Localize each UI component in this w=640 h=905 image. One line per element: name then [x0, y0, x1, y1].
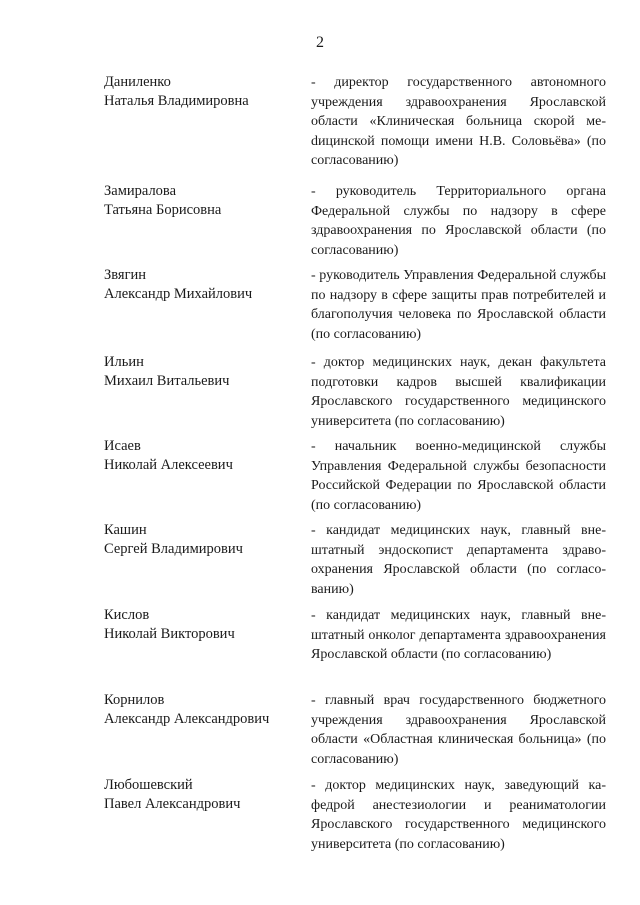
member-given-names: Александр Михайлович — [104, 286, 253, 302]
member-entry — [0, 353, 640, 439]
member-entry — [0, 266, 640, 352]
member-surname: Кашин — [104, 522, 147, 538]
member-entry — [0, 73, 640, 168]
member-entry — [0, 691, 640, 777]
member-surname: Ильин — [104, 354, 144, 370]
member-name — [104, 353, 304, 391]
member-name — [104, 691, 304, 729]
member-given-names: Николай Алексеевич — [104, 457, 233, 473]
member-surname: Любошевский — [104, 777, 193, 793]
member-surname: Звягин — [104, 267, 147, 283]
member-name — [104, 73, 304, 111]
page-number: 2 — [316, 34, 324, 51]
member-entry — [0, 606, 640, 692]
member-given-names: Николай Викторович — [104, 626, 235, 642]
member-position: - кандидат медицинских наук, главный внештатный эндоскопист департамента здравоохранения Ярославской области (по согласованию) — [311, 523, 606, 597]
member-given-names: Сергей Владимирович — [104, 541, 243, 557]
member-name — [104, 521, 304, 559]
member-position: - доктор медицинских наук, декан факультета подготовки кадров высшей квалификации Ярославского государственного медицинского университета (по согласованию) — [311, 355, 606, 429]
member-given-names: Наталья Владимировна — [104, 93, 249, 109]
member-surname: Кислов — [104, 607, 150, 623]
member-entry — [0, 776, 640, 862]
member-position: - директор государственного автономного учреждения здравоохранения Ярославской области «Клиническая больница скорой меdицинской помощи имени Н.В. Соловьёва» (по согласованию) — [311, 75, 606, 168]
member-position: - кандидат медицинских наук, главный внештатный онколог департамента здравоохранения Ярославской области (по согласованию) — [311, 608, 606, 662]
member-given-names: Александр Александрович — [104, 711, 270, 727]
member-entry — [0, 521, 640, 607]
member-given-names: Павел Александрович — [104, 796, 241, 812]
member-position: - главный врач государственного бюджетного учреждения здравоохранения Ярославской области «Областная клиническая больница» (по согласованию) — [311, 693, 606, 767]
member-name — [104, 776, 304, 814]
member-name — [104, 437, 304, 475]
member-given-names: Татьяна Борисовна — [104, 202, 222, 218]
member-position: - руководитель Управления Федеральной службы по надзору в сфере защиты прав потребителей и благополучия человека по Ярославской области (по согласованию) — [311, 268, 606, 342]
member-position: - доктор медицинских наук, заведующий кафедрой анестезиологии и реаниматологии Ярославского государственного медицинского университета (по согласованию) — [311, 778, 606, 852]
member-surname: Даниленко — [104, 74, 171, 90]
member-name — [104, 182, 304, 220]
member-name — [104, 606, 304, 644]
member-position: - руководитель Территориального органа Федеральной службы по надзору в сфере здравоохранения по Ярославской области (по согласованию) — [311, 184, 606, 258]
member-entry — [0, 437, 640, 523]
member-surname: Исаев — [104, 438, 141, 454]
member-given-names: Михаил Витальевич — [104, 373, 230, 389]
member-entry — [0, 182, 640, 268]
member-surname: Корнилов — [104, 692, 165, 708]
member-name — [104, 266, 304, 304]
member-position: - начальник военно-медицинской службы Управления Федеральной службы безопасности Российской Федерации по Ярославской области (по согласованию) — [311, 439, 606, 513]
member-surname: Замиралова — [104, 183, 177, 199]
